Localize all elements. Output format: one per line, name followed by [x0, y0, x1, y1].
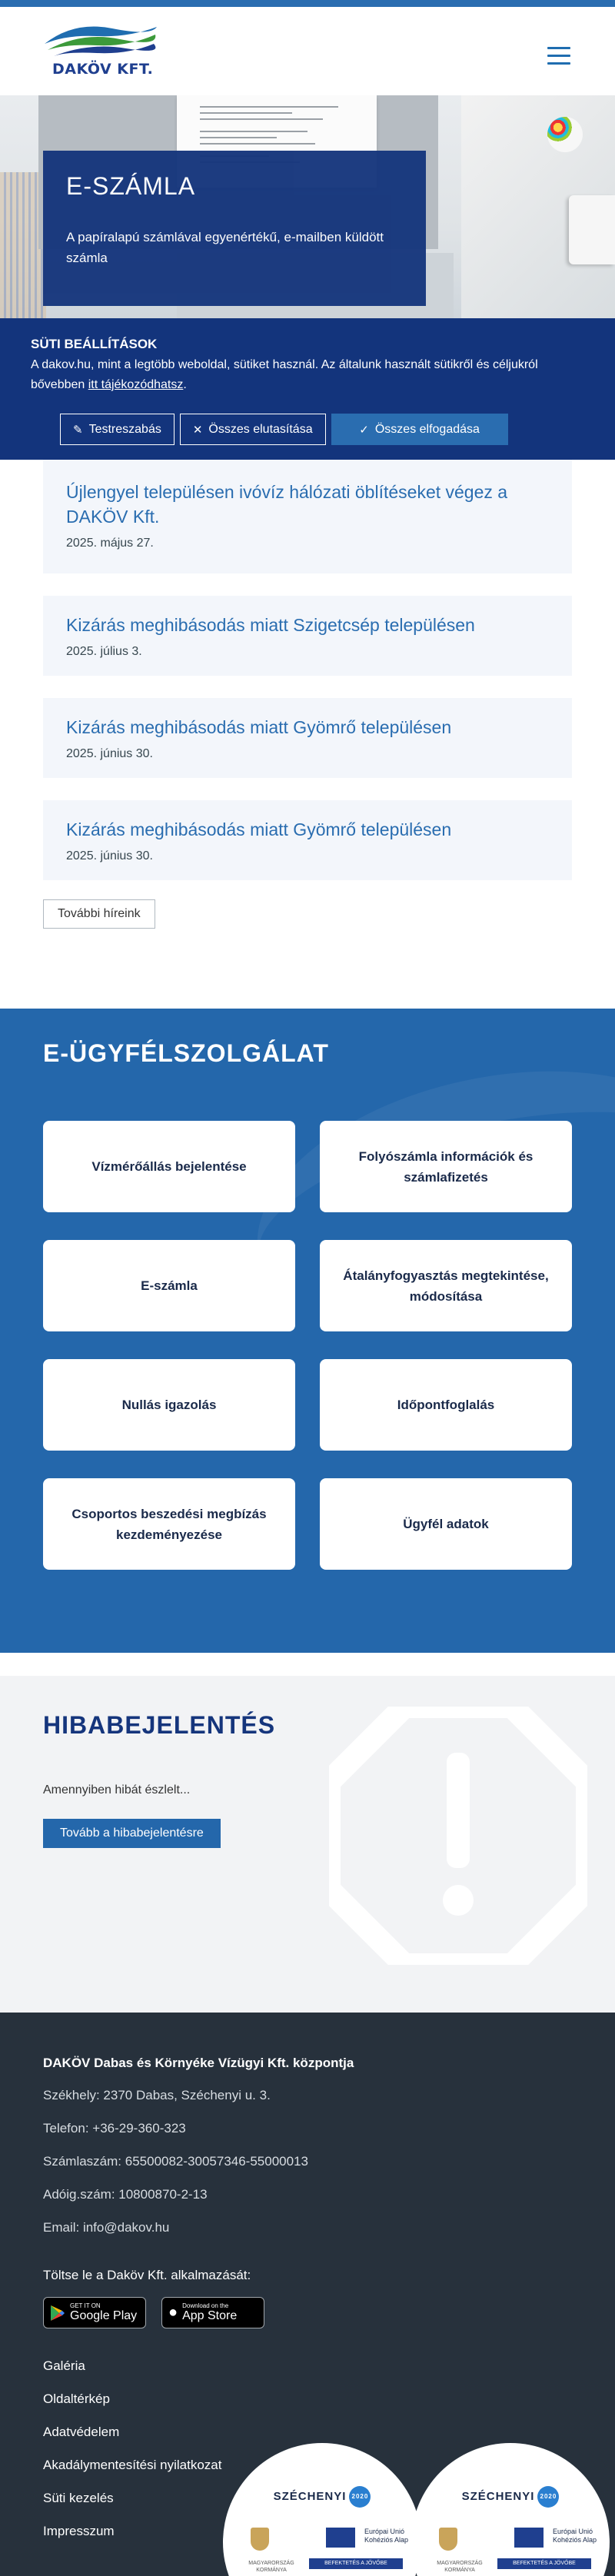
app-store-badges — [43, 2297, 264, 2328]
tile-zero-certificate[interactable]: Nullás igazolás — [43, 1359, 295, 1451]
cookie-info-link[interactable]: itt tájékozódhatsz — [88, 378, 184, 391]
eu-flag-icon — [326, 2528, 355, 2548]
hero-candy-image — [547, 117, 583, 152]
szechenyi-badge[interactable]: SZÉCHENYI 2020 Európai Unió Kohéziós Alap MAGYARORSZÁG KORMÁNYA BEFEKTETÉS A JÖVŐBE — [411, 2443, 610, 2576]
szechenyi-pin-icon: 2020 — [537, 2486, 559, 2508]
footer-link-accessibility[interactable]: Akadálymentesítési nyilatkozat — [43, 2458, 222, 2472]
close-icon: ✕ — [192, 423, 203, 437]
footer-link-privacy[interactable]: Adatvédelem — [43, 2425, 120, 2439]
warning-octagon-icon — [329, 1707, 587, 1965]
news-title[interactable]: Kizárás meghibásodás miatt Szigetcsép településen — [66, 615, 475, 635]
cookie-banner — [0, 318, 615, 460]
tile-meter-reading[interactable]: Vízmérőállás bejelentése — [43, 1121, 295, 1212]
hungary-crest-icon — [439, 2528, 457, 2551]
cookie-title: SÜTI BEÁLLÍTÁSOK — [31, 337, 158, 351]
hero-text: A papíralapú számlával egyenértékű, e-mailben küldött számla — [66, 230, 384, 265]
news-card[interactable] — [43, 800, 572, 880]
footer-tax-number: Adóig.szám: 10800870-2-13 — [43, 2187, 208, 2202]
site-header — [0, 7, 615, 95]
news-date: 2025. május 27. — [66, 537, 154, 550]
fault-report-title: HIBABEJELENTÉS — [43, 1711, 276, 1739]
tile-flat-rate[interactable]: Átalányfogyasztás megtekintése, módosítása — [320, 1240, 572, 1331]
footer-email[interactable]: Email: info@dakov.hu — [43, 2220, 170, 2235]
app-download-title: Töltse le a Daköv Kft. alkalmazását: — [43, 2268, 251, 2282]
szechenyi-badge[interactable]: SZÉCHENYI 2020 Európai Unió Kohéziós Alap MAGYARORSZÁG KORMÁNYA BEFEKTETÉS A JÖVŐBE — [223, 2443, 421, 2576]
cookie-customize-button[interactable]: ✎ Testreszabás — [60, 414, 175, 445]
apple-icon: ● — [168, 2304, 178, 2321]
cookie-reject-all-button[interactable]: ✕ Összes elutasítása — [180, 414, 326, 445]
check-icon: ✓ — [359, 423, 369, 437]
logo-text: DAKÖV KFT. — [52, 60, 154, 78]
service-tiles — [43, 1121, 572, 1570]
footer-address: Székhely: 2370 Dabas, Széchenyi u. 3. — [43, 2088, 271, 2102]
footer-link-imprint[interactable]: Impresszum — [43, 2524, 115, 2538]
news-card[interactable] — [43, 596, 572, 676]
dakov-logo[interactable] — [43, 21, 158, 82]
hero-banner — [0, 95, 615, 318]
footer-links — [43, 2358, 221, 2557]
fault-report-section — [0, 1676, 615, 2013]
google-play-icon — [50, 2305, 65, 2322]
tile-customer-data[interactable]: Ügyfél adatok — [320, 1478, 572, 1570]
news-card[interactable] — [43, 698, 572, 778]
tile-appointment[interactable]: Időpontfoglalás — [320, 1359, 572, 1451]
footer-phone[interactable]: Telefon: +36-29-360-323 — [43, 2121, 186, 2136]
news-date: 2025. június 30. — [66, 849, 153, 863]
news-card[interactable] — [43, 460, 572, 573]
hungary-crest-icon — [251, 2528, 269, 2551]
more-news-button[interactable]: További híreink — [43, 899, 155, 929]
menu-hamburger-icon[interactable] — [547, 47, 570, 65]
logo-wave-icon — [43, 21, 158, 61]
google-play-badge[interactable]: GET IT ON Google Play — [43, 2297, 146, 2328]
app-store-badge[interactable]: ● Download on the App Store — [161, 2297, 264, 2328]
footer-link-cookies[interactable]: Süti kezelés — [43, 2491, 114, 2505]
cookie-text: A dakov.hu, mint a legtöbb weboldal, sütiket használ. Az általunk használt sütikről és céljukról bővebben itt tájékozódhatsz. — [31, 358, 538, 391]
tile-account-info[interactable]: Folyószámla információk és számlafizetés — [320, 1121, 572, 1212]
pencil-icon: ✎ — [73, 423, 83, 437]
news-title[interactable]: Újlengyel településen ivóvíz hálózati öblítéseket végez a DAKÖV Kft. — [66, 482, 508, 527]
top-accent-strip — [0, 0, 615, 7]
footer-org-name: DAKÖV Dabas és Környéke Vízügyi Kft. központja — [43, 2056, 354, 2070]
news-date: 2025. június 30. — [66, 747, 153, 760]
news-list — [43, 460, 572, 929]
footer-link-sitemap[interactable]: Oldaltérkép — [43, 2392, 110, 2406]
news-title[interactable]: Kizárás meghibásodás miatt Gyömrő településen — [66, 717, 452, 737]
e-customer-service-section — [0, 1009, 615, 1653]
footer-contact-info — [43, 2088, 308, 2253]
hero-title: E-SZÁMLA — [66, 172, 196, 200]
footer-bank-account: Számlaszám: 65500082-30057346-55000013 — [43, 2154, 308, 2169]
news-title[interactable]: Kizárás meghibásodás miatt Gyömrő településen — [66, 819, 452, 839]
tile-direct-debit[interactable]: Csoportos beszedési megbízás kezdeményezése — [43, 1478, 295, 1570]
hero-card — [43, 151, 426, 306]
hero-mug-image — [569, 195, 615, 264]
e-customer-service-title: E-ÜGYFÉLSZOLGÁLAT — [43, 1039, 329, 1067]
news-date: 2025. július 3. — [66, 645, 142, 658]
site-footer — [0, 2013, 615, 2576]
eu-flag-icon — [514, 2528, 544, 2548]
fault-report-button[interactable]: Tovább a hibabejelentésre — [43, 1819, 221, 1848]
tile-e-invoice[interactable]: E-számla — [43, 1240, 295, 1331]
cookie-accept-all-button[interactable]: ✓ Összes elfogadása — [331, 414, 508, 445]
footer-link-gallery[interactable]: Galéria — [43, 2358, 85, 2373]
szechenyi-pin-icon: 2020 — [349, 2486, 371, 2508]
fault-report-text: Amennyiben hibát észlelt... — [43, 1783, 191, 1797]
